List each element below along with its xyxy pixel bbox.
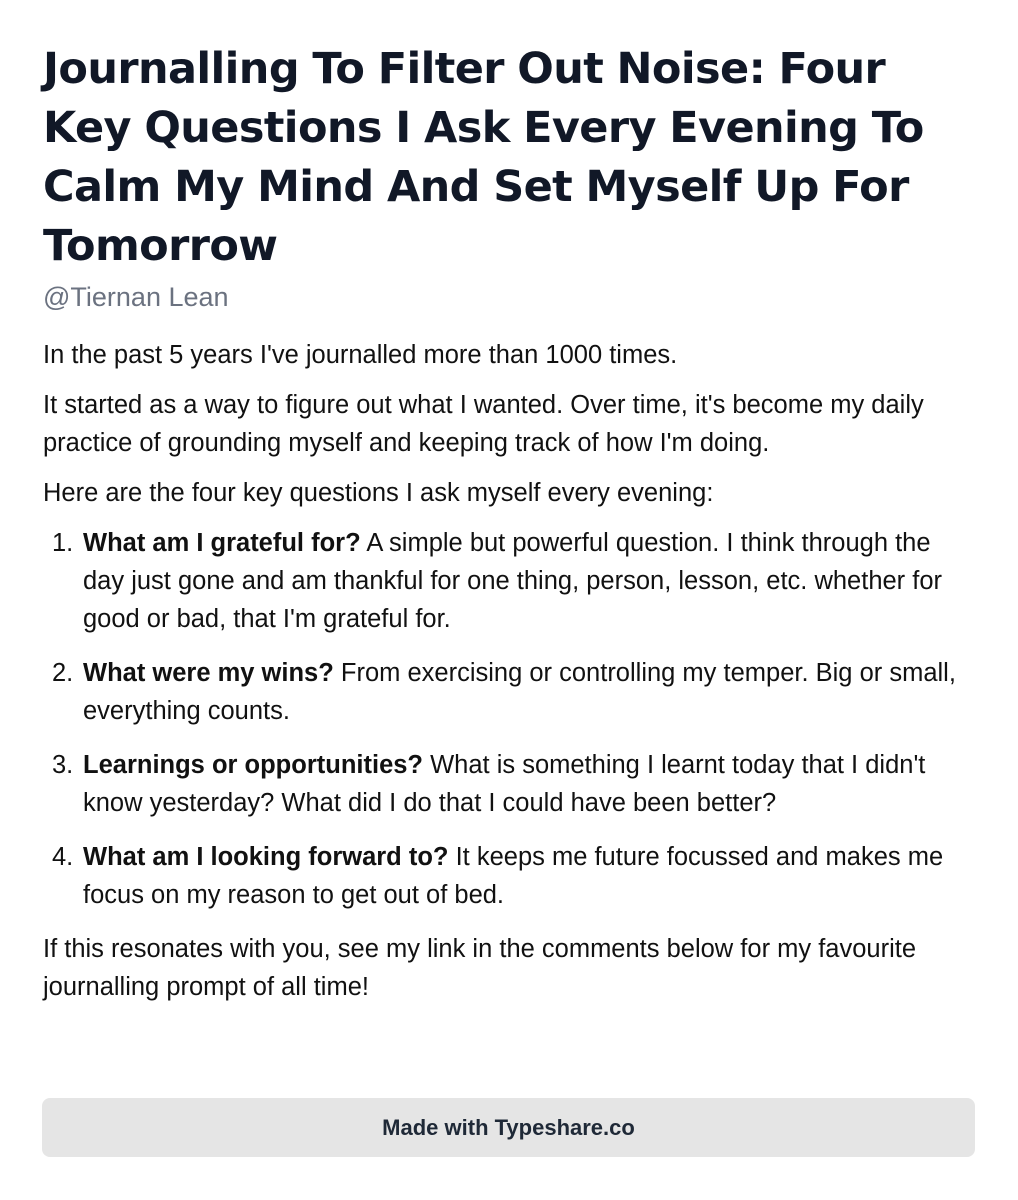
question-text: A simple but powerful question. I think through the day just gone and am thankful for one thing, person, lesson, etc. whether for good or bad, that I'm grateful for. — [83, 529, 943, 633]
question-heading: What am I grateful for? — [83, 529, 361, 557]
question-item — [43, 524, 975, 638]
question-number: 1. — [52, 529, 74, 557]
intro-paragraph: Here are the four key questions I ask myself every evening: — [43, 479, 714, 507]
question-heading: What am I looking forward to? — [83, 843, 449, 871]
question-number: 3. — [52, 751, 74, 779]
question-text: It keeps me future focussed and makes me focus on my reason to get out of bed. — [83, 843, 944, 909]
question-heading: What were my wins? — [83, 659, 334, 687]
outro-paragraph: If this resonates with you, see my link in the comments below for my favourite journalling prompt of all time! — [43, 935, 917, 1001]
post-title: Journalling To Filter Out Noise: Four Key Questions I Ask Every Evening To Calm My Mind And Set Myself Up For Tomorrow — [43, 44, 924, 271]
question-number: 2. — [52, 659, 74, 687]
author-handle: @Tiernan Lean — [43, 282, 229, 312]
typeshare-link-button[interactable]: Made with Typeshare.co — [42, 1098, 975, 1157]
question-item — [43, 654, 975, 730]
question-item — [43, 838, 975, 914]
question-item — [43, 746, 975, 822]
question-number: 4. — [52, 843, 74, 871]
intro-paragraph: It started as a way to figure out what I wanted. Over time, it's become my daily practice of grounding myself and keeping track of how I'm doing. — [43, 391, 924, 457]
questions-list — [43, 524, 975, 914]
question-heading: Learnings or opportunities? — [83, 751, 424, 779]
question-text: What is something I learnt today that I didn't know yesterday? What did I do that I could have been better? — [83, 751, 926, 817]
question-text: From exercising or controlling my temper. Big or small, everything counts. — [83, 659, 956, 725]
post-body — [43, 336, 975, 1006]
intro-paragraph: In the past 5 years I've journalled more than 1000 times. — [43, 341, 678, 369]
